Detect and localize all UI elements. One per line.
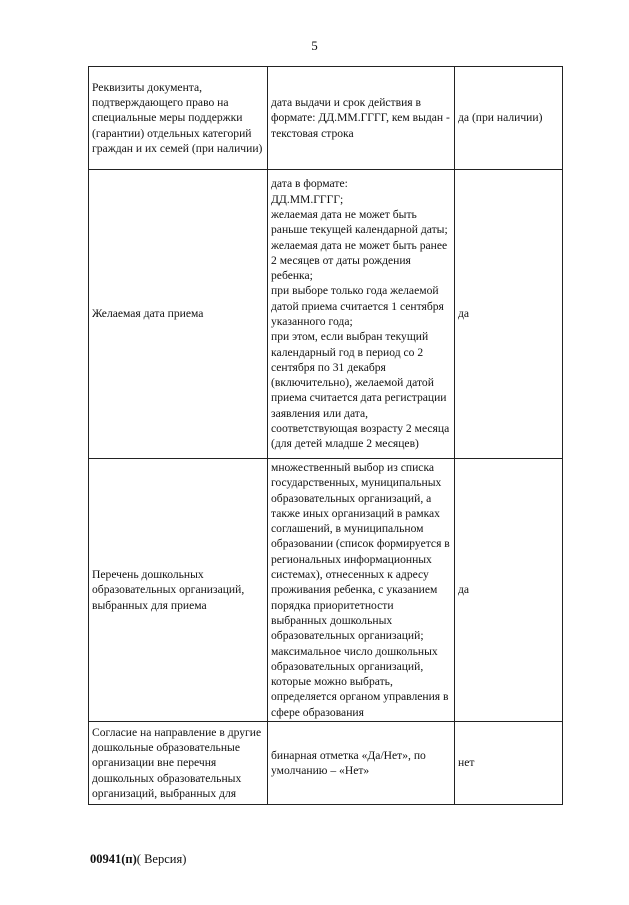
table-row <box>89 722 563 805</box>
field-required-cell: нет <box>455 722 563 805</box>
field-required-cell: да <box>455 170 563 459</box>
document-code: 00941(п) <box>90 852 137 866</box>
field-required-cell: да <box>455 459 563 722</box>
document-footer <box>90 852 186 867</box>
field-name-cell: Желаемая дата приема <box>89 170 268 459</box>
field-name-cell: Перечень дошкольных образовательных организаций, выбранных для приема <box>89 459 268 722</box>
field-name-cell: Реквизиты документа, подтверждающего право на специальные меры поддержки (гарантии) отдельных категорий граждан и их семей (при наличии) <box>89 67 268 170</box>
field-format-cell: множественный выбор из списка государственных, муниципальных образовательных организаций, а также иных организаций в рамках соглашений, в муниципальном образовании (список формируется в региональных информационных системах), отнесенных к адресу проживания ребенка, с указанием порядка приоритетности выбранных дошкольных образовательных организаций; максимальное число дошкольных образовательных организаций, которые можно выбрать, определяется органом управления в сфере образования <box>268 459 455 722</box>
table-row <box>89 67 563 170</box>
table-row <box>89 459 563 722</box>
document-version: ( Версия) <box>136 852 187 866</box>
requirements-table <box>88 66 563 805</box>
field-format-cell: дата выдачи и срок действия в формате: ДД.ММ.ГГГГ, кем выдан - текстовая строка <box>268 67 455 170</box>
field-name-cell: Согласие на направление в другие дошкольные образовательные организации вне перечня дошкольных образовательных организаций, выбранных для <box>89 722 268 805</box>
field-required-cell: да (при наличии) <box>455 67 563 170</box>
field-format-cell: бинарная отметка «Да/Нет», по умолчанию – «Нет» <box>268 722 455 805</box>
table-row <box>89 170 563 459</box>
field-format-cell: дата в формате: ДД.ММ.ГГГГ; желаемая дата не может быть раньше текущей календарной даты; желаемая дата не может быть ранее 2 месяцев от даты рождения ребенка; при выборе только года желаемой датой приема считается 1 сентября указанного года; при этом, если выбран текущий календарный год в период со 2 сентября по 31 декабря (включительно), желаемой датой приема считается дата регистрации заявления или дата, соответствующая возрасту 2 месяца (для детей младше 2 месяцев) <box>268 170 455 459</box>
page-number: 5 <box>311 38 318 53</box>
